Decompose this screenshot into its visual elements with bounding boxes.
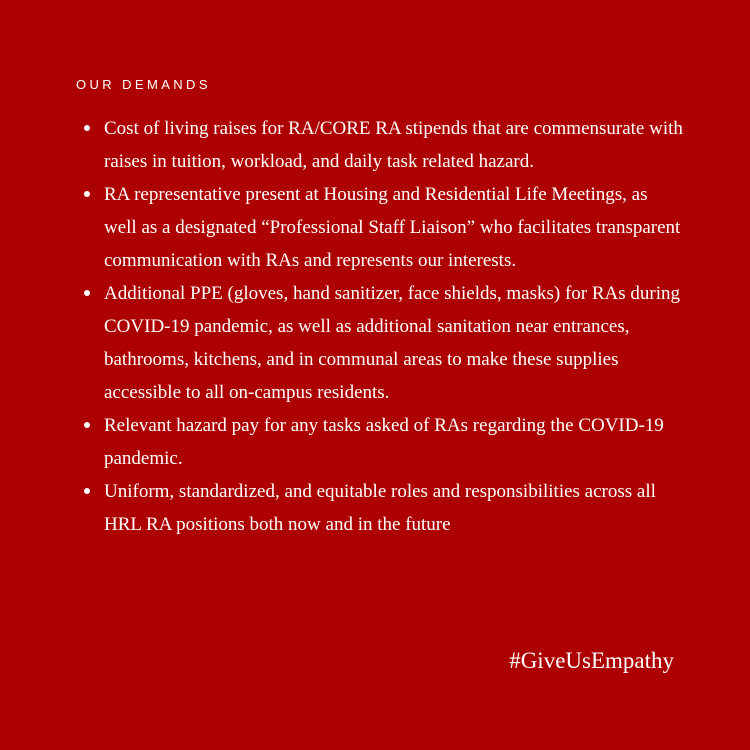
section-heading: OUR DEMANDS (76, 77, 211, 92)
bullet-icon (84, 290, 90, 296)
demand-text: Relevant hazard pay for any tasks asked of RAs regarding the COVID-19 pandemic. (104, 415, 664, 469)
bullet-icon (84, 422, 90, 428)
list-item (104, 475, 684, 541)
bullet-icon (84, 191, 90, 197)
list-item (104, 409, 684, 475)
demand-text: RA representative present at Housing and Residential Life Meetings, as well as a designated “Professional Staff Liaison” who facilitates transparent communication with RAs and represents our interests. (104, 184, 681, 271)
demand-text: Uniform, standardized, and equitable roles and responsibilities across all HRL RA positions both now and in the future (104, 481, 656, 535)
demands-list (104, 112, 684, 541)
bullet-icon (84, 488, 90, 494)
list-item (104, 277, 684, 409)
demand-text: Cost of living raises for RA/CORE RA stipends that are commensurate with raises in tuition, workload, and daily task related hazard. (104, 118, 683, 172)
list-item (104, 112, 684, 178)
list-item (104, 178, 684, 277)
hashtag: #GiveUsEmpathy (509, 648, 674, 673)
demand-text: Additional PPE (gloves, hand sanitizer, face shields, masks) for RAs during COVID-19 pandemic, as well as additional sanitation near entrances, bathrooms, kitchens, and in communal areas to make these supplies accessible to all on-campus residents. (104, 283, 681, 403)
bullet-icon (84, 125, 90, 131)
